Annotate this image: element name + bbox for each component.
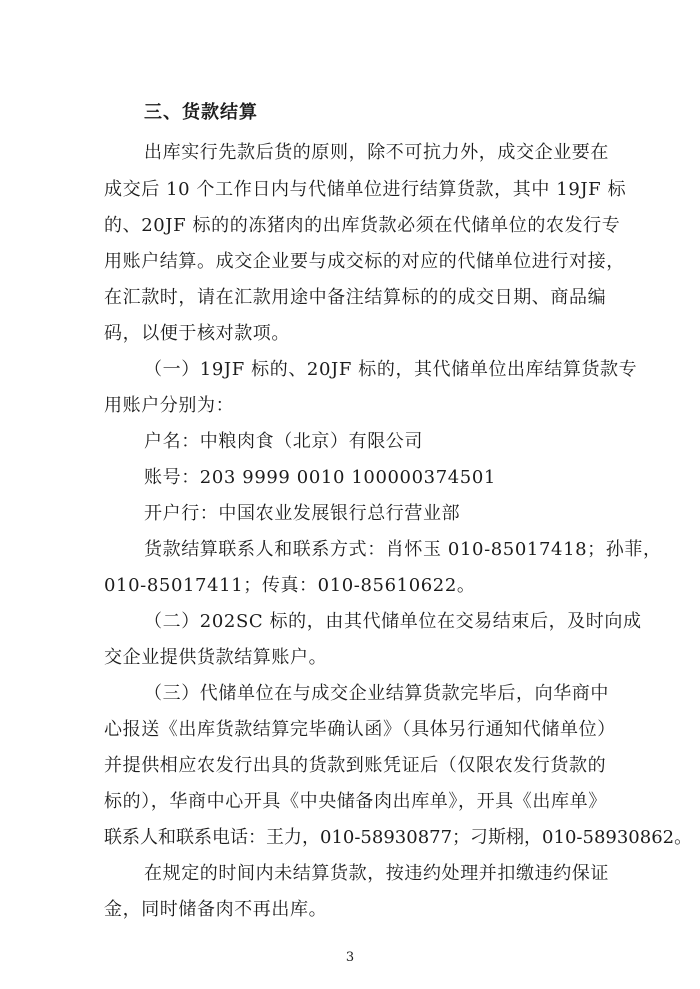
account-name: 户名：中粮肉食（北京）有限公司 bbox=[144, 431, 423, 452]
paragraph-5-line-1: 在规定的时间内未结算货款，按违约处理并扣缴违约保证 bbox=[144, 863, 609, 884]
section-heading: 三、货款结算 bbox=[144, 102, 258, 123]
paragraph-4-line-3: 并提供相应农发行出具的货款到账凭证后（仅限农发行货款的 bbox=[104, 755, 607, 776]
paragraph-4-line-5: 联系人和联系电话：王力，010-58930877；刁斯栩，010-58930862。 bbox=[104, 827, 693, 848]
contact-line-1: 货款结算联系人和联系方式：肖怀玉 010-85017418；孙菲， bbox=[144, 539, 662, 560]
paragraph-4-line-2: 心报送《出库货款结算完毕确认函》（具体另行通知代储单位） bbox=[104, 719, 616, 740]
paragraph-4-line-1: （三）代储单位在与成交企业结算货款完毕后，向华商中 bbox=[144, 683, 609, 704]
contact-line-2: 010-85017411；传真：010-85610622。 bbox=[104, 575, 476, 596]
paragraph-3-line-1: （二）202SC 标的，由其代储单位在交易结束后，及时向成 bbox=[144, 611, 642, 632]
account-number: 账号：203 9999 0010 100000374501 bbox=[144, 467, 496, 488]
paragraph-1-line-2: 成交后 10 个工作日内与代储单位进行结算货款，其中 19JF 标 bbox=[104, 179, 627, 200]
paragraph-5-line-2: 金，同时储备肉不再出库。 bbox=[104, 899, 328, 920]
paragraph-1-line-5: 在汇款时，请在汇款用途中备注结算标的的成交日期、商品编 bbox=[104, 287, 607, 308]
paragraph-2-line-2: 用账户分别为： bbox=[104, 395, 235, 416]
account-bank: 开户行：中国农业发展银行总行营业部 bbox=[144, 503, 461, 524]
paragraph-1-line-4: 用账户结算。成交企业要与成交标的对应的代储单位进行对接， bbox=[104, 251, 625, 272]
page-number: 3 bbox=[345, 950, 355, 965]
paragraph-2-line-1: （一）19JF 标的、20JF 标的，其代储单位出库结算货款专 bbox=[144, 359, 638, 380]
paragraph-1-line-1: 出库实行先款后货的原则，除不可抗力外，成交企业要在 bbox=[144, 142, 609, 163]
paragraph-1-line-3: 的、20JF 标的的冻猪肉的出库货款必须在代储单位的农发行专 bbox=[104, 215, 621, 236]
paragraph-3-line-2: 交企业提供货款结算账户。 bbox=[104, 647, 328, 668]
paragraph-4-line-4: 标的），华商中心开具《中央储备肉出库单》，开具《出库单》 bbox=[104, 791, 607, 812]
paragraph-1-line-6: 码，以便于核对款项。 bbox=[104, 323, 290, 344]
